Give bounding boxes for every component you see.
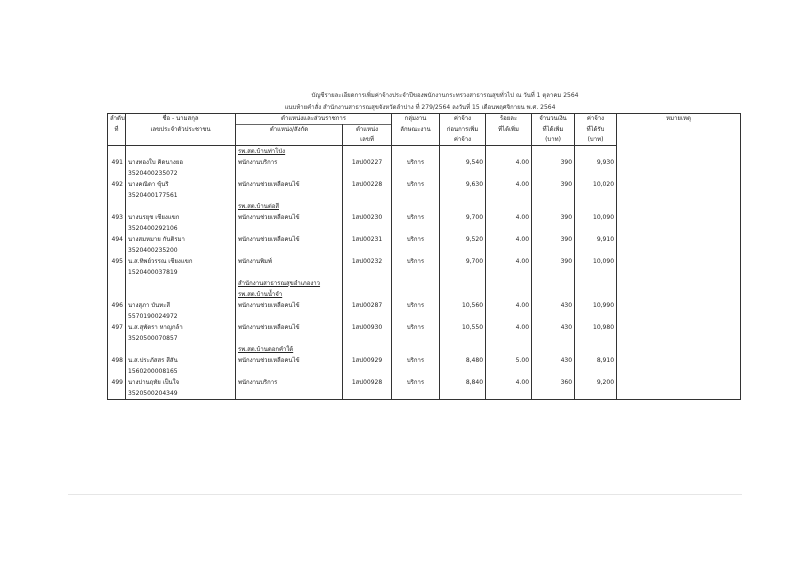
- row-group: บริการ: [392, 256, 440, 267]
- row-group: บริการ: [392, 300, 440, 311]
- cell-blank: [575, 146, 617, 158]
- header-name: ชื่อ - นามสกุล: [126, 114, 236, 125]
- cell-blank: [486, 333, 532, 344]
- cell-blank: [486, 366, 532, 377]
- cell-blank: [343, 190, 392, 201]
- cell-blank: [440, 289, 486, 300]
- section-row: [108, 201, 741, 212]
- header-amount-2: ที่ได้เพิ่ม: [532, 125, 575, 136]
- table-row-id: [108, 311, 741, 322]
- row-wage-before: 9,520: [440, 234, 486, 245]
- cell-blank: [108, 223, 126, 234]
- row-wage-before: 9,700: [440, 212, 486, 223]
- row-remark: [617, 157, 741, 168]
- header-group-2: ลักษณะงาน: [392, 125, 440, 136]
- row-position: พนักงานบริการ: [236, 377, 343, 388]
- cell-blank: [575, 333, 617, 344]
- cell-blank: [486, 190, 532, 201]
- table-row-id: [108, 267, 741, 278]
- header-seq-2: ที่: [108, 125, 126, 136]
- header-id: เลขประจำตัวประชาชน: [126, 125, 236, 136]
- table-body: [108, 146, 741, 400]
- table-row: [108, 157, 741, 168]
- row-citizen-id: 1560200008165: [126, 366, 236, 377]
- cell-blank: [575, 168, 617, 179]
- cell-blank: [108, 190, 126, 201]
- cell-blank: [440, 344, 486, 355]
- row-position: พนักงานพิมพ์: [236, 256, 343, 267]
- cell-blank: [108, 344, 126, 355]
- row-position-no: 1สป00929: [343, 355, 392, 366]
- cell-blank: [440, 146, 486, 158]
- row-wage-before: 9,700: [440, 256, 486, 267]
- cell-blank: [617, 289, 741, 300]
- cell-blank: [532, 267, 575, 278]
- row-wage-after: 10,980: [575, 322, 617, 333]
- cell-blank: [126, 344, 236, 355]
- table-row: [108, 212, 741, 223]
- row-position-no: 1สป00287: [343, 300, 392, 311]
- cell-blank: [343, 245, 392, 256]
- header-position-no-2: เลขที่: [343, 135, 392, 146]
- cell-blank: [392, 366, 440, 377]
- row-citizen-id: 3520400235200: [126, 245, 236, 256]
- header-percent: ร้อยละ: [486, 114, 532, 125]
- table-row-id: [108, 190, 741, 201]
- row-name: นางนรยุช เชียงแขก: [126, 212, 236, 223]
- section-row: [108, 289, 741, 300]
- row-seq: 497: [108, 322, 126, 333]
- cell-blank: [486, 168, 532, 179]
- cell-blank: [575, 245, 617, 256]
- row-citizen-id: 1520400037819: [126, 267, 236, 278]
- cell-blank: [532, 366, 575, 377]
- cell-blank: [617, 333, 741, 344]
- cell-blank: [108, 311, 126, 322]
- row-seq: 498: [108, 355, 126, 366]
- cell-blank: [343, 366, 392, 377]
- cell-blank: [108, 289, 126, 300]
- cell-blank: [236, 245, 343, 256]
- header-blank: [392, 135, 440, 146]
- cell-blank: [440, 223, 486, 234]
- cell-blank: [440, 388, 486, 400]
- row-position-no: 1สป00228: [343, 179, 392, 190]
- row-percent: 4.00: [486, 212, 532, 223]
- table-row: [108, 179, 741, 190]
- row-position: พนักงานช่วยเหลือคนไข้: [236, 322, 343, 333]
- cell-blank: [236, 333, 343, 344]
- row-citizen-id: 5570190024972: [126, 311, 236, 322]
- cell-blank: [617, 223, 741, 234]
- cell-blank: [108, 278, 126, 289]
- row-citizen-id: 3520400177561: [126, 190, 236, 201]
- cell-blank: [108, 267, 126, 278]
- row-remark: [617, 256, 741, 267]
- header-amount: จำนวนเงิน: [532, 114, 575, 125]
- cell-blank: [575, 278, 617, 289]
- cell-blank: [236, 267, 343, 278]
- row-percent: 4.00: [486, 377, 532, 388]
- row-seq: 496: [108, 300, 126, 311]
- cell-blank: [392, 146, 440, 158]
- section-label: สำนักงานสาธารณสุขอำเภองาว: [236, 278, 343, 289]
- cell-blank: [440, 311, 486, 322]
- row-group: บริการ: [392, 355, 440, 366]
- row-wage-before: 10,550: [440, 322, 486, 333]
- document-title: บัญชีรายละเอียดการเพิ่มค่าจ้างประจำปีของพนักงานกระทรวงสาธารณสุขทั่วไป ณ วันที่ 1 ตุลาคม 2564: [311, 92, 579, 99]
- table-row-id: [108, 223, 741, 234]
- cell-blank: [343, 344, 392, 355]
- table-row: [108, 234, 741, 245]
- row-wage-before: 8,480: [440, 355, 486, 366]
- section-row: [108, 146, 741, 158]
- header-wage-before-3: ค่าจ้าง: [440, 135, 486, 146]
- header-position-no: ตำแหน่ง: [343, 125, 392, 136]
- cell-blank: [486, 388, 532, 400]
- row-wage-before: 9,630: [440, 179, 486, 190]
- row-name: นางคณิดา ขุ้นริ: [126, 179, 236, 190]
- row-wage-after: 10,020: [575, 179, 617, 190]
- row-remark: [617, 322, 741, 333]
- footer-divider: [68, 494, 742, 495]
- row-position-no: 1สป00230: [343, 212, 392, 223]
- row-amount: 390: [532, 212, 575, 223]
- row-seq: 494: [108, 234, 126, 245]
- cell-blank: [392, 245, 440, 256]
- cell-blank: [617, 201, 741, 212]
- row-percent: 4.00: [486, 322, 532, 333]
- table-row-id: [108, 168, 741, 179]
- cell-blank: [617, 168, 741, 179]
- row-citizen-id: 3520400292106: [126, 223, 236, 234]
- row-wage-before: 9,540: [440, 157, 486, 168]
- row-position-no: 1สป00231: [343, 234, 392, 245]
- cell-blank: [575, 388, 617, 400]
- header-wage-after-2: ที่ได้รับ: [575, 125, 617, 136]
- table-row-id: [108, 333, 741, 344]
- cell-blank: [486, 289, 532, 300]
- cell-blank: [532, 344, 575, 355]
- section-label: รพ.สต.บ้านท่าโป่ง: [236, 146, 343, 158]
- cell-blank: [486, 245, 532, 256]
- cell-blank: [343, 201, 392, 212]
- cell-blank: [532, 278, 575, 289]
- cell-blank: [575, 289, 617, 300]
- cell-blank: [575, 201, 617, 212]
- row-position: พนักงานช่วยเหลือคนไข้: [236, 355, 343, 366]
- section-row: [108, 344, 741, 355]
- cell-blank: [343, 278, 392, 289]
- row-percent: 4.00: [486, 234, 532, 245]
- header-amount-3: (บาท): [532, 135, 575, 146]
- document-subtitle: แนบท้ายคำสั่ง สำนักงานสาธารณสุขจังหวัดลำปาง ที่ 279/2564 ลงวันที่ 15 เดือนพฤศจิกายน พ.ศ. 2564: [284, 104, 556, 111]
- cell-blank: [617, 344, 741, 355]
- cell-blank: [532, 333, 575, 344]
- cell-blank: [532, 311, 575, 322]
- row-remark: [617, 300, 741, 311]
- cell-blank: [343, 388, 392, 400]
- header-wage-after-3: (บาท): [575, 135, 617, 146]
- cell-blank: [440, 201, 486, 212]
- row-seq: 492: [108, 179, 126, 190]
- cell-blank: [392, 344, 440, 355]
- header-percent-2: ที่ได้เพิ่ม: [486, 125, 532, 136]
- cell-blank: [343, 267, 392, 278]
- row-seq: 499: [108, 377, 126, 388]
- cell-blank: [440, 190, 486, 201]
- cell-blank: [440, 278, 486, 289]
- row-group: บริการ: [392, 234, 440, 245]
- row-group: บริการ: [392, 377, 440, 388]
- cell-blank: [108, 388, 126, 400]
- row-seq: 495: [108, 256, 126, 267]
- table-header: [108, 114, 741, 146]
- cell-blank: [126, 201, 236, 212]
- cell-blank: [343, 168, 392, 179]
- cell-blank: [108, 333, 126, 344]
- cell-blank: [575, 311, 617, 322]
- cell-blank: [126, 146, 236, 158]
- row-position: พนักงานช่วยเหลือคนไข้: [236, 234, 343, 245]
- row-wage-after: 9,910: [575, 234, 617, 245]
- cell-blank: [617, 366, 741, 377]
- cell-blank: [532, 223, 575, 234]
- cell-blank: [532, 190, 575, 201]
- cell-blank: [126, 289, 236, 300]
- row-amount: 430: [532, 322, 575, 333]
- cell-blank: [486, 267, 532, 278]
- row-percent: 4.00: [486, 157, 532, 168]
- row-name: น.ส.ประภัสสร สีสัน: [126, 355, 236, 366]
- row-group: บริการ: [392, 157, 440, 168]
- cell-blank: [236, 168, 343, 179]
- row-citizen-id: 3520500070857: [126, 333, 236, 344]
- row-remark: [617, 234, 741, 245]
- wage-table: [107, 113, 741, 400]
- cell-blank: [532, 201, 575, 212]
- cell-blank: [236, 223, 343, 234]
- cell-blank: [440, 333, 486, 344]
- cell-blank: [575, 366, 617, 377]
- table-row: [108, 377, 741, 388]
- cell-blank: [392, 190, 440, 201]
- row-wage-before: 8,840: [440, 377, 486, 388]
- cell-blank: [486, 223, 532, 234]
- row-percent: 4.00: [486, 256, 532, 267]
- cell-blank: [343, 146, 392, 158]
- cell-blank: [617, 278, 741, 289]
- cell-blank: [617, 388, 741, 400]
- header-blank: [126, 135, 236, 146]
- cell-blank: [532, 146, 575, 158]
- cell-blank: [392, 201, 440, 212]
- cell-blank: [343, 289, 392, 300]
- row-percent: 4.00: [486, 300, 532, 311]
- cell-blank: [440, 245, 486, 256]
- cell-blank: [108, 201, 126, 212]
- row-name: นางปานฤทัย เป็นใจ: [126, 377, 236, 388]
- row-name: นางทองใบ คิดนางยอ: [126, 157, 236, 168]
- header-position: ตำแหน่ง/สังกัด: [236, 125, 343, 136]
- row-group: บริการ: [392, 322, 440, 333]
- cell-blank: [617, 267, 741, 278]
- cell-blank: [236, 366, 343, 377]
- row-name: นางสมหมาย กันติรมา: [126, 234, 236, 245]
- cell-blank: [532, 388, 575, 400]
- row-wage-after: 8,910: [575, 355, 617, 366]
- cell-blank: [236, 190, 343, 201]
- section-label: รพ.สต.บ้านดอกคำใต้: [236, 344, 343, 355]
- table-row-id: [108, 245, 741, 256]
- row-amount: 360: [532, 377, 575, 388]
- cell-blank: [486, 344, 532, 355]
- cell-blank: [575, 190, 617, 201]
- row-remark: [617, 179, 741, 190]
- cell-blank: [108, 366, 126, 377]
- table-row-id: [108, 366, 741, 377]
- cell-blank: [486, 146, 532, 158]
- row-position-no: 1สป00928: [343, 377, 392, 388]
- cell-blank: [440, 168, 486, 179]
- cell-blank: [617, 311, 741, 322]
- row-wage-before: 10,560: [440, 300, 486, 311]
- header-wage-after: ค่าจ้าง: [575, 114, 617, 125]
- cell-blank: [392, 278, 440, 289]
- row-wage-after: 10,090: [575, 256, 617, 267]
- cell-blank: [108, 168, 126, 179]
- cell-blank: [343, 223, 392, 234]
- row-seq: 491: [108, 157, 126, 168]
- row-wage-after: 10,990: [575, 300, 617, 311]
- header-blank: [486, 135, 532, 146]
- row-position: พนักงานช่วยเหลือคนไข้: [236, 300, 343, 311]
- table-row: [108, 322, 741, 333]
- cell-blank: [440, 267, 486, 278]
- row-remark: [617, 377, 741, 388]
- cell-blank: [617, 245, 741, 256]
- cell-blank: [617, 146, 741, 158]
- row-position: พนักงานช่วยเหลือคนไข้: [236, 212, 343, 223]
- header-blank: [236, 135, 343, 146]
- cell-blank: [392, 333, 440, 344]
- header-unit-group: ตำแหน่งและส่วนราชการ: [236, 114, 392, 125]
- cell-blank: [617, 190, 741, 201]
- row-position-no: 1สป00930: [343, 322, 392, 333]
- cell-blank: [126, 278, 236, 289]
- row-amount: 390: [532, 179, 575, 190]
- cell-blank: [236, 388, 343, 400]
- cell-blank: [440, 366, 486, 377]
- row-group: บริการ: [392, 212, 440, 223]
- row-wage-after: 9,930: [575, 157, 617, 168]
- cell-blank: [392, 311, 440, 322]
- row-group: บริการ: [392, 179, 440, 190]
- row-citizen-id: 3520500204349: [126, 388, 236, 400]
- cell-blank: [108, 146, 126, 158]
- cell-blank: [392, 289, 440, 300]
- row-amount: 390: [532, 256, 575, 267]
- row-amount: 390: [532, 234, 575, 245]
- section-label: รพ.สต.บ้านน้ำจำ: [236, 289, 343, 300]
- row-citizen-id: 3520400235072: [126, 168, 236, 179]
- row-percent: 5.00: [486, 355, 532, 366]
- header-blank: [108, 135, 126, 146]
- header-wage-before-2: ก่อนการเพิ่ม: [440, 125, 486, 136]
- cell-blank: [575, 344, 617, 355]
- header-remark: หมายเหตุ: [617, 114, 741, 146]
- header-group: กลุ่มงาน: [392, 114, 440, 125]
- cell-blank: [392, 168, 440, 179]
- row-percent: 4.00: [486, 179, 532, 190]
- row-remark: [617, 355, 741, 366]
- row-amount: 430: [532, 355, 575, 366]
- row-wage-after: 10,090: [575, 212, 617, 223]
- row-name: น.ส.สุพัตรา หาญกล้า: [126, 322, 236, 333]
- table-row: [108, 256, 741, 267]
- cell-blank: [532, 245, 575, 256]
- row-remark: [617, 212, 741, 223]
- row-position: พนักงานบริการ: [236, 157, 343, 168]
- row-position-no: 1สป00227: [343, 157, 392, 168]
- cell-blank: [108, 245, 126, 256]
- cell-blank: [532, 168, 575, 179]
- row-amount: 430: [532, 300, 575, 311]
- header-seq: ลำดับ: [108, 114, 126, 125]
- header-wage-before: ค่าจ้าง: [440, 114, 486, 125]
- section-label: รพ.สต.บ้านต่อสี: [236, 201, 343, 212]
- row-seq: 493: [108, 212, 126, 223]
- table-row: [108, 355, 741, 366]
- cell-blank: [575, 267, 617, 278]
- cell-blank: [392, 388, 440, 400]
- cell-blank: [486, 311, 532, 322]
- cell-blank: [392, 267, 440, 278]
- cell-blank: [532, 289, 575, 300]
- row-name: น.ส.ทิพย์วรรณ เชียงแขก: [126, 256, 236, 267]
- table-row-id: [108, 388, 741, 400]
- row-wage-after: 9,200: [575, 377, 617, 388]
- table-row: [108, 300, 741, 311]
- row-position: พนักงานช่วยเหลือคนไข้: [236, 179, 343, 190]
- cell-blank: [343, 311, 392, 322]
- row-name: นางสุภา บันทะสี: [126, 300, 236, 311]
- row-position-no: 1สป00232: [343, 256, 392, 267]
- cell-blank: [575, 223, 617, 234]
- cell-blank: [343, 333, 392, 344]
- cell-blank: [392, 223, 440, 234]
- cell-blank: [236, 311, 343, 322]
- cell-blank: [486, 278, 532, 289]
- section-row: [108, 278, 741, 289]
- cell-blank: [486, 201, 532, 212]
- row-amount: 390: [532, 157, 575, 168]
